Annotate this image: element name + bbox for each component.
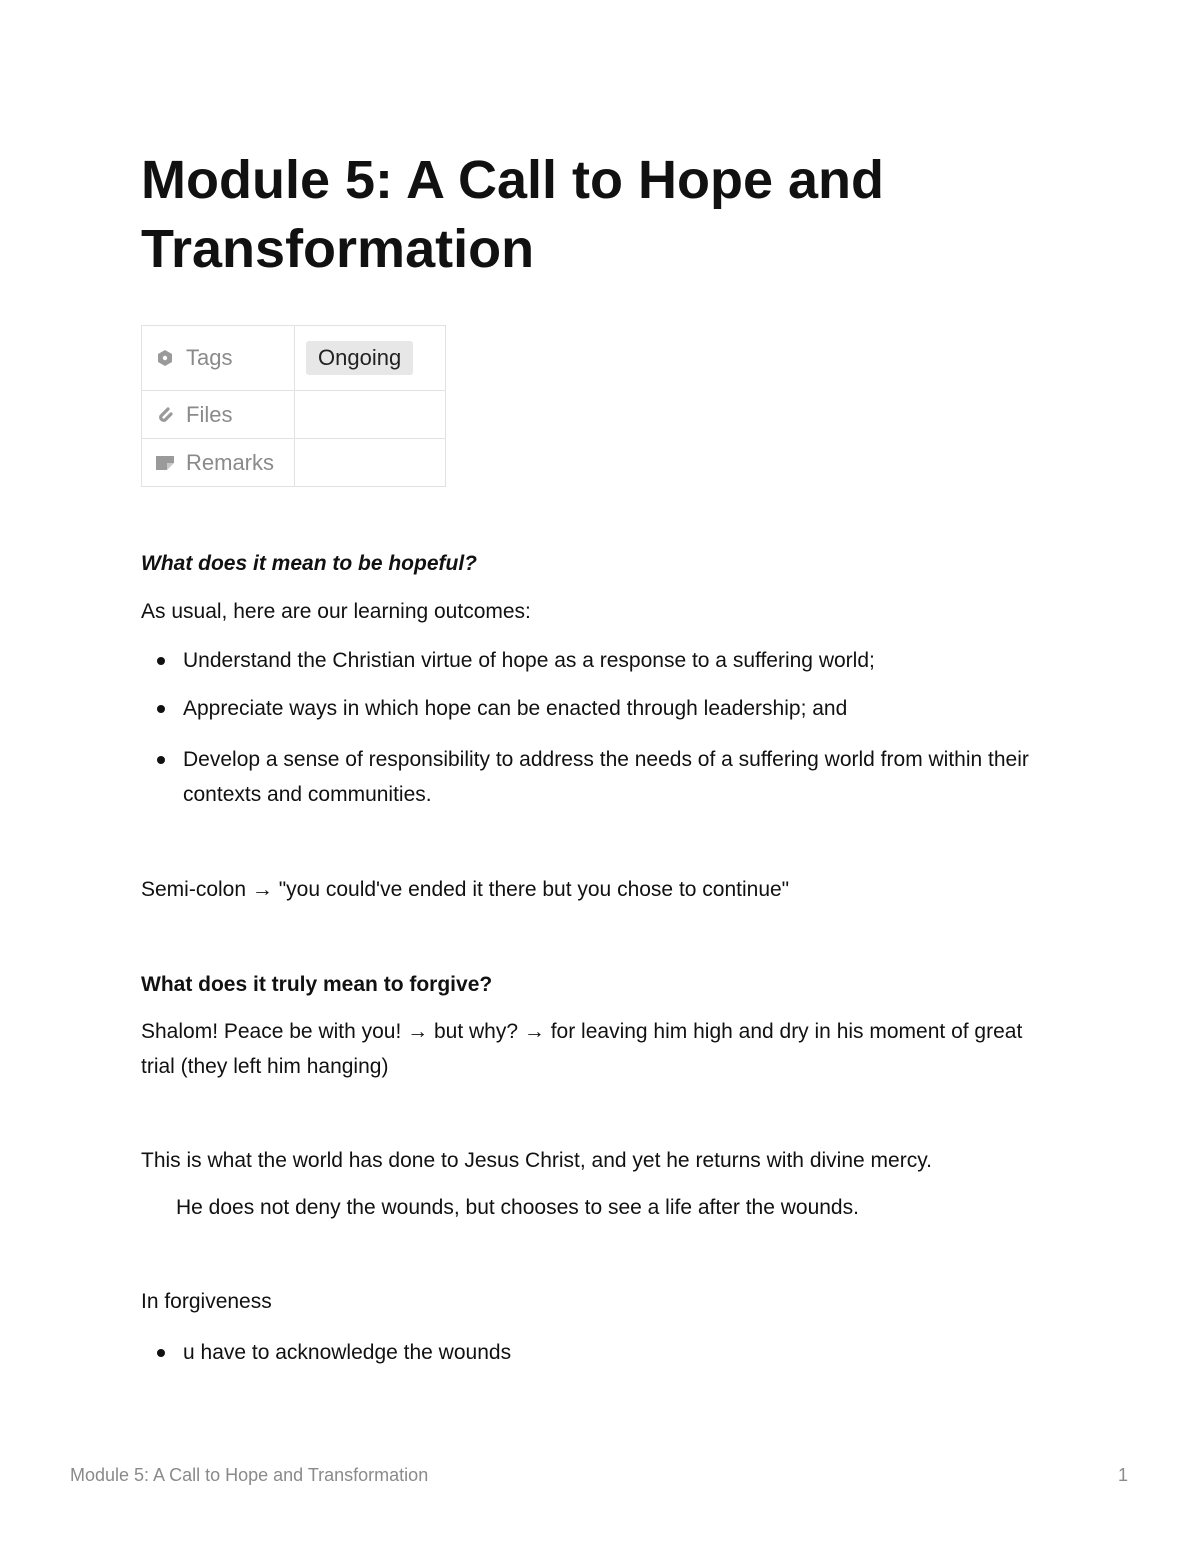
property-row-files: [142, 391, 446, 439]
heading-hopeful: What does it mean to be hopeful?: [141, 552, 477, 575]
note-icon: [155, 453, 175, 473]
shalom-text: Shalom! Peace be with you! → but why? → for leaving him high and dry in his moment of great trial (they left him hanging): [141, 1020, 1023, 1078]
intro-text: As usual, here are our learning outcomes:: [141, 600, 531, 623]
page-title: Module 5: A Call to Hope and Transformation: [141, 150, 885, 279]
footer-doc-title: Module 5: A Call to Hope and Transformation: [70, 1465, 429, 1485]
property-value-remarks[interactable]: [295, 439, 446, 487]
property-row-tags: [142, 326, 446, 391]
tag-icon: [155, 348, 175, 368]
heading-forgive: What does it truly mean to forgive?: [141, 973, 493, 996]
semicolon-note: Semi-colon → "you could've ended it there but you chose to continue": [141, 878, 790, 901]
world-line: This is what the world has done to Jesus Christ, and yet he returns with divine mercy.: [141, 1149, 932, 1172]
forgiveness-intro: In forgiveness: [141, 1290, 272, 1313]
outcomes-list: [141, 643, 1041, 812]
list-item: Appreciate ways in which hope can be enacted through leadership; and: [141, 691, 1041, 726]
wounds-line: He does not deny the wounds, but chooses to see a life after the wounds.: [176, 1196, 859, 1219]
list-item: Understand the Christian virtue of hope as a response to a suffering world;: [141, 643, 1041, 678]
property-label: Remarks: [186, 449, 275, 475]
tag-badge[interactable]: Ongoing: [306, 341, 413, 375]
property-row-remarks: [142, 439, 446, 487]
property-value-files[interactable]: [295, 391, 446, 439]
list-item: Develop a sense of responsibility to address the needs of a suffering world from within their contexts and communities.: [141, 742, 1041, 812]
property-label: Files: [186, 401, 233, 427]
list-item: u have to acknowledge the wounds: [141, 1335, 1041, 1370]
property-label: Tags: [186, 345, 233, 370]
footer-page-number: 1: [1118, 1465, 1129, 1485]
forgiveness-list: [141, 1335, 1041, 1370]
properties-table: [141, 325, 446, 487]
paperclip-icon: [155, 405, 175, 425]
